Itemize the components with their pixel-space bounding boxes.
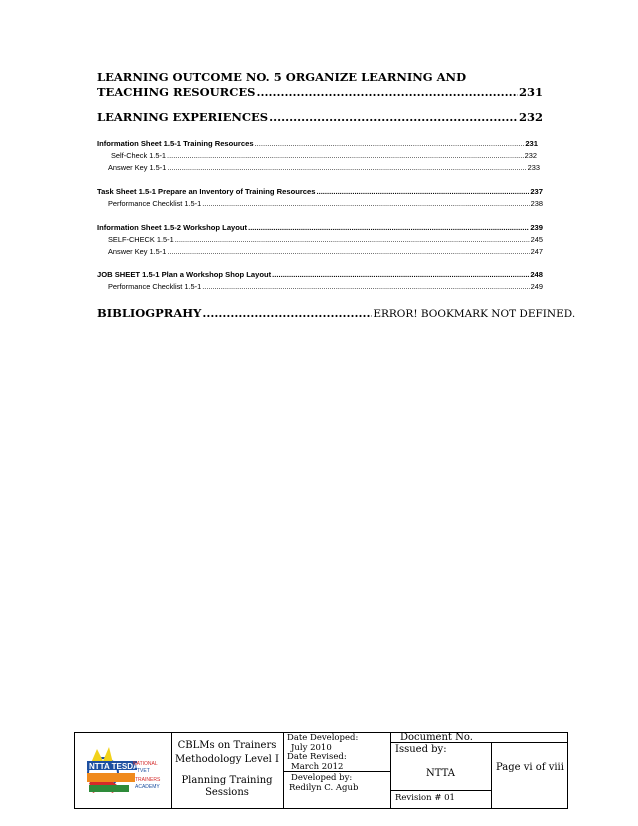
toc-entry-label: BIBLIOGPRAHY <box>97 306 202 320</box>
document-footer-table <box>74 732 568 809</box>
toc-entry-self-check-2[interactable] <box>97 235 543 244</box>
toc-entry-label: TEACHING RESOURCES <box>97 85 256 99</box>
toc-entry-label: SELF-CHECK 1.5-1 <box>108 235 174 244</box>
svg-text:TRAINERS: TRAINERS <box>135 777 161 783</box>
developed-by-value: Redilyn C. Agub <box>289 783 359 793</box>
toc-entry-lo5-line1[interactable] <box>97 70 543 84</box>
divider <box>491 742 492 808</box>
toc-leader-dots <box>202 306 372 320</box>
toc-page-number: 232 <box>518 110 543 124</box>
toc-entry-performance-checklist-1[interactable] <box>97 199 543 208</box>
toc-page-number: 248 <box>530 270 543 279</box>
issued-by-label: Issued by: <box>395 744 447 755</box>
date-revised-label: Date Revised: <box>287 752 347 762</box>
toc-entry-label: Information Sheet 1.5-1 Training Resources <box>97 139 254 148</box>
toc-error-text: ERROR! BOOKMARK NOT DEFINED. <box>373 308 576 320</box>
date-revised-value: March 2012 <box>291 762 344 772</box>
date-developed-value: July 2010 <box>291 743 332 753</box>
toc-entry-label: LEARNING OUTCOME NO. 5 ORGANIZE LEARNING AND <box>97 70 467 84</box>
logo-text: NTTA TESDA <box>89 762 139 771</box>
toc-entry-label: Task Sheet 1.5-1 Prepare an Inventory of Training Resources <box>97 187 316 196</box>
svg-text:NATIONAL: NATIONAL <box>133 761 158 767</box>
module-title-line1: CBLMs on Trainers <box>177 740 277 751</box>
toc-page-number: 233 <box>527 163 540 172</box>
developed-by-label: Developed by: <box>291 773 353 783</box>
toc-page-number: 231 <box>525 139 538 148</box>
toc-entry-label: Self-Check 1.5-1 <box>111 151 167 160</box>
toc-entry-learning-experiences[interactable] <box>97 110 543 124</box>
module-title-line3: Planning Training <box>181 775 273 786</box>
toc-entry-task-sheet[interactable] <box>97 187 543 196</box>
toc-entry-label: Performance Checklist 1.5-1 <box>108 199 202 208</box>
toc-entry-label: Answer Key 1.5-1 <box>108 163 167 172</box>
toc-leader-dots <box>256 85 518 99</box>
divider <box>390 790 491 791</box>
toc-entry-label: Answer Key 1.5-1 <box>108 247 167 256</box>
toc-page-number: 231 <box>518 85 543 99</box>
toc-leader-dots <box>248 223 529 232</box>
toc-leader-dots <box>255 139 525 148</box>
toc-leader-dots <box>167 163 526 172</box>
toc-leader-dots <box>167 151 524 160</box>
toc-page-number: 238 <box>530 199 543 208</box>
toc-page-number: 232 <box>524 151 537 160</box>
svg-text:ACADEMY: ACADEMY <box>135 784 160 790</box>
svg-text:TVET: TVET <box>137 768 150 774</box>
date-developed-label: Date Developed: <box>287 733 359 743</box>
document-no-label: Document No. <box>400 732 473 743</box>
toc-entry-info-sheet-2[interactable] <box>97 223 543 232</box>
toc-leader-dots <box>269 110 518 124</box>
toc-page-number: 245 <box>530 235 543 244</box>
toc-entry-performance-checklist-2[interactable] <box>97 282 543 291</box>
toc-entry-info-sheet-1[interactable] <box>97 139 538 148</box>
toc-entry-label: LEARNING EXPERIENCES <box>97 110 269 124</box>
revision-number: Revision # 01 <box>395 793 455 803</box>
toc-leader-dots <box>175 235 530 244</box>
toc-page-number: 247 <box>530 247 543 256</box>
toc-leader-dots <box>202 199 529 208</box>
toc-leader-dots <box>316 187 529 196</box>
toc-entry-self-check-1[interactable] <box>97 151 537 160</box>
toc-entry-label: Performance Checklist 1.5-1 <box>108 282 202 291</box>
toc-leader-dots <box>272 270 529 279</box>
toc-page-number: 239 <box>530 223 543 232</box>
issued-by-value: NTTA <box>426 768 455 779</box>
toc-entry-label: JOB SHEET 1.5-1 Plan a Workshop Shop Layout <box>97 270 272 279</box>
toc-leader-dots <box>167 247 529 256</box>
page-number: Page vi of viii <box>496 762 564 773</box>
toc-entry-answer-key-1[interactable] <box>97 163 540 172</box>
module-title-line4: Sessions <box>205 787 249 798</box>
toc-leader-dots <box>202 282 529 291</box>
toc-page-number: 237 <box>530 187 543 196</box>
toc-entry-lo5[interactable] <box>97 85 543 99</box>
logo-graphic <box>83 743 165 801</box>
module-title-line2: Methodology Level I <box>175 754 279 765</box>
toc-entry-job-sheet[interactable] <box>97 270 543 279</box>
toc-entry-bibliography[interactable] <box>97 306 576 320</box>
toc-entry-answer-key-2[interactable] <box>97 247 543 256</box>
toc-entry-label: Information Sheet 1.5-2 Workshop Layout <box>97 223 248 232</box>
toc-page-number: 249 <box>530 282 543 291</box>
ntta-tesda-logo <box>83 743 165 801</box>
